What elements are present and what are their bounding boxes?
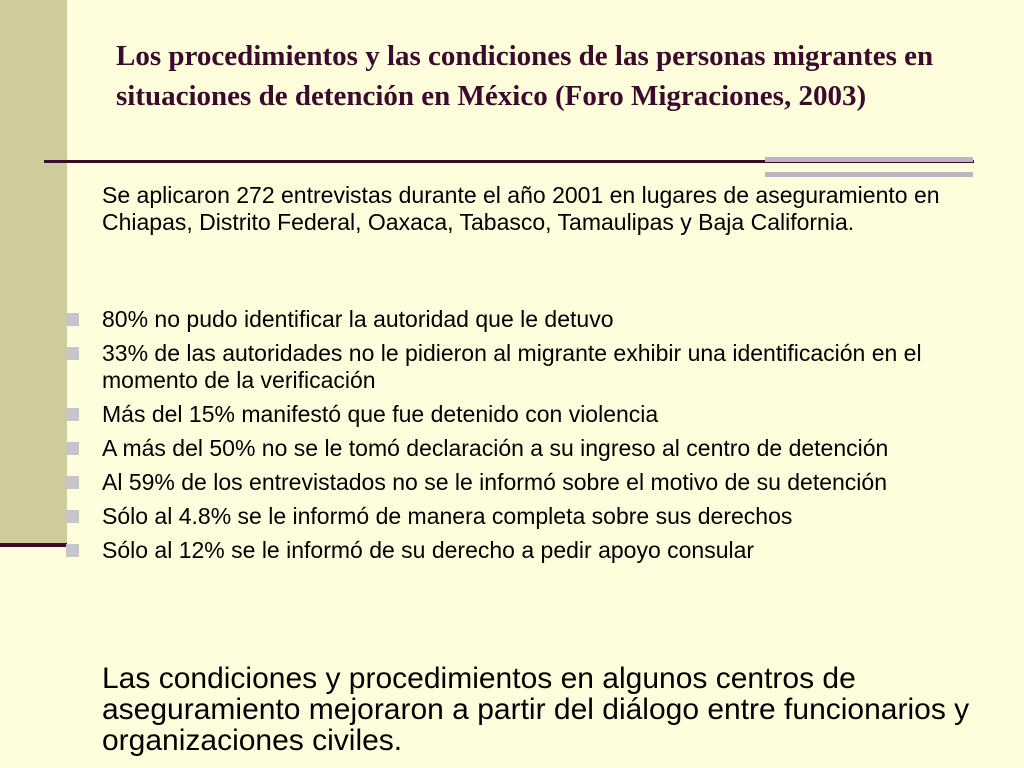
list-item-text: Sólo al 12% se le informó de su derecho a pedir apoyo consular xyxy=(102,537,755,563)
square-bullet-icon xyxy=(66,408,79,421)
intro-paragraph: Se aplicaron 272 entrevistas durante el año 2001 en lugares de aseguramiento en Chiapas, Distrito Federal, Oaxaca, Tabasco, Tamaulipas y Baja California. xyxy=(102,182,940,235)
slide-title: Los procedimientos y las condiciones de las personas migrantes en situaciones de detención en México (Foro Migraciones, 2003) xyxy=(116,40,934,112)
list-item xyxy=(0,469,982,496)
list-item-text: 80% no pudo identificar la autoridad que le detuvo xyxy=(102,306,614,332)
list-item-text: Sólo al 4.8% se le informó de manera completa sobre sus derechos xyxy=(102,503,793,529)
list-item-text: Al 59% de los entrevistados no se le informó sobre el motivo de su detención xyxy=(102,469,887,495)
accent-bar-top xyxy=(765,157,973,162)
list-item-text: Más del 15% manifestó que fue detenido con violencia xyxy=(102,401,659,427)
findings-list xyxy=(0,306,1024,571)
list-item xyxy=(0,537,982,564)
list-item xyxy=(0,401,982,428)
square-bullet-icon xyxy=(66,510,79,523)
list-item-text: 33% de las autoridades no le pidieron al migrante exhibir una identificación en el momento de la verificación xyxy=(102,340,922,393)
square-bullet-icon xyxy=(66,476,79,489)
square-bullet-icon xyxy=(66,544,79,557)
closing-paragraph: Las condiciones y procedimientos en algunos centros de aseguramiento mejoraron a partir del diálogo entre funcionarios y organizaciones civiles. xyxy=(102,662,970,757)
list-item xyxy=(0,503,982,530)
list-item xyxy=(0,340,982,394)
list-item xyxy=(0,435,982,462)
square-bullet-icon xyxy=(66,442,79,455)
list-item xyxy=(0,306,982,333)
square-bullet-icon xyxy=(66,313,79,326)
accent-bar-bottom xyxy=(765,172,973,177)
list-item-text: A más del 50% no se le tomó declaración a su ingreso al centro de detención xyxy=(102,435,889,461)
square-bullet-icon xyxy=(66,347,79,360)
